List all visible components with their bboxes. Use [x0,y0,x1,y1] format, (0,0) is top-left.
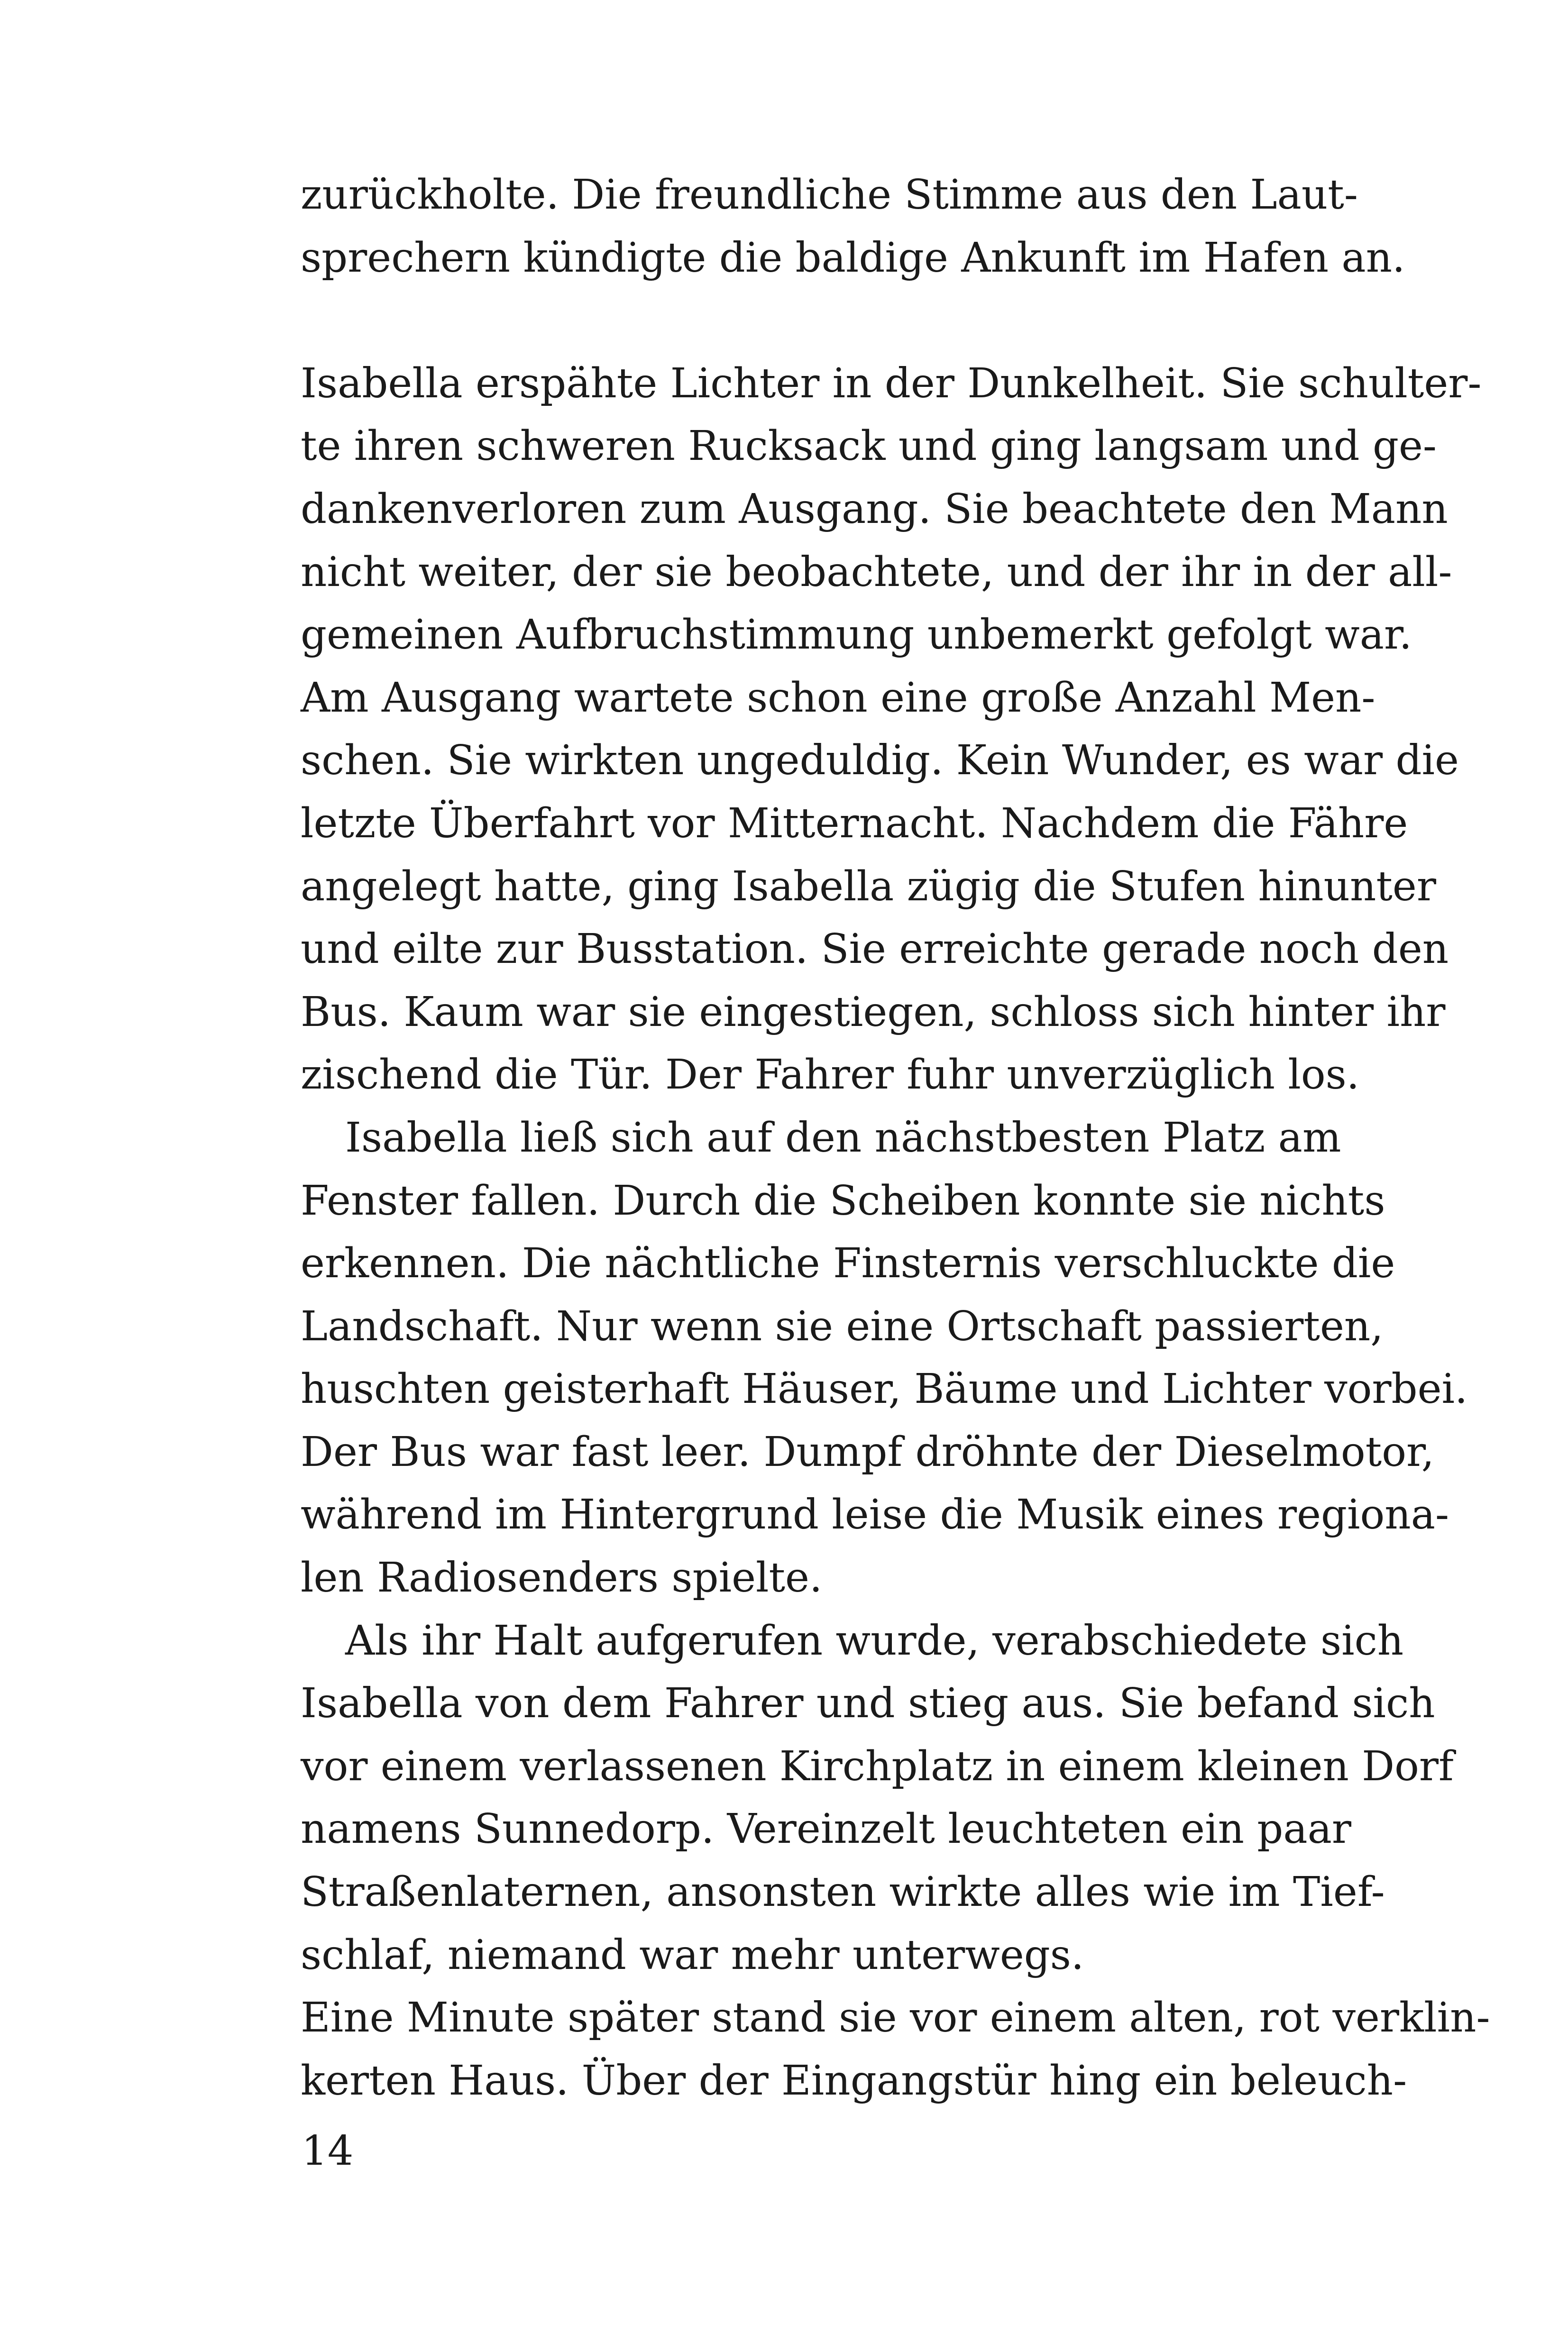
text-line: dankenverloren zum Ausgang. Sie beachtete den Mann [301,485,1448,533]
text-line: und eilte zur Busstation. Sie erreichte gerade noch den [301,925,1449,973]
text-line: Isabella erspähte Lichter in der Dunkelheit. Sie schulter- [301,359,1482,407]
text-line: Isabella von dem Fahrer und stieg aus. Sie befand sich [301,1680,1435,1728]
paragraph-gap [301,289,1308,352]
text-line: len Radiosenders spielte. [301,1554,823,1602]
text-line: nicht weiter, der sie beobachtete, und der ihr in der all- [301,548,1452,596]
text-line: Fenster fallen. Durch die Scheiben konnte sie nichts [301,1177,1385,1225]
text-line: schen. Sie wirkten ungeduldig. Kein Wunder, es war die [301,737,1459,785]
text-line: zischend die Tür. Der Fahrer fuhr unverzüglich los. [301,1051,1360,1099]
text-line: während im Hintergrund leise die Musik eines regiona- [301,1491,1449,1539]
text-line: Landschaft. Nur wenn sie eine Ortschaft passierten, [301,1302,1384,1350]
text-line: sprechern kündigte die baldige Ankunft im Hafen an. [301,234,1405,282]
text-line: schlaf, niemand war mehr unterwegs. [301,1931,1084,1979]
page-number: 14 [302,2127,354,2175]
text-line: angelegt hatte, ging Isabella zügig die Stufen hinunter [301,862,1436,910]
text-line: letzte Überfahrt vor Mitternacht. Nachdem die Fähre [301,799,1408,847]
text-line: te ihren schweren Rucksack und ging langsam und ge- [301,422,1437,470]
text-line: Bus. Kaum war sie eingestiegen, schloss sich hinter ihr [301,988,1446,1036]
body-text [301,164,1490,2112]
text-line: zurückholte. Die freundliche Stimme aus den Laut- [301,171,1358,219]
text-line: Der Bus war fast leer. Dumpf dröhnte der Dieselmotor, [301,1428,1434,1476]
text-line: Straßenlaternen, ansonsten wirkte alles wie im Tief- [301,1868,1385,1916]
text-line: gemeinen Aufbruchstimmung unbemerkt gefolgt war. [301,611,1412,659]
text-line: Als ihr Halt aufgerufen wurde, verabschiedete sich [345,1617,1404,1665]
text-line: Am Ausgang wartete schon eine große Anzahl Men- [301,674,1375,722]
text-line: namens Sunnedorp. Vereinzelt leuchteten ein paar [301,1805,1352,1853]
text-line: huschten geisterhaft Häuser, Bäume und Lichter vorbei. [301,1365,1468,1413]
text-line: kerten Haus. Über der Eingangstür hing ein beleuch- [301,2057,1407,2105]
text-line: Eine Minute später stand sie vor einem alten, rot verklin- [301,1994,1490,2042]
text-line: Isabella ließ sich auf den nächstbesten Platz am [345,1114,1341,1162]
text-line: erkennen. Die nächtliche Finsternis verschluckte die [301,1240,1395,1288]
text-line: vor einem verlassenen Kirchplatz in einem kleinen Dorf [301,1742,1454,1790]
